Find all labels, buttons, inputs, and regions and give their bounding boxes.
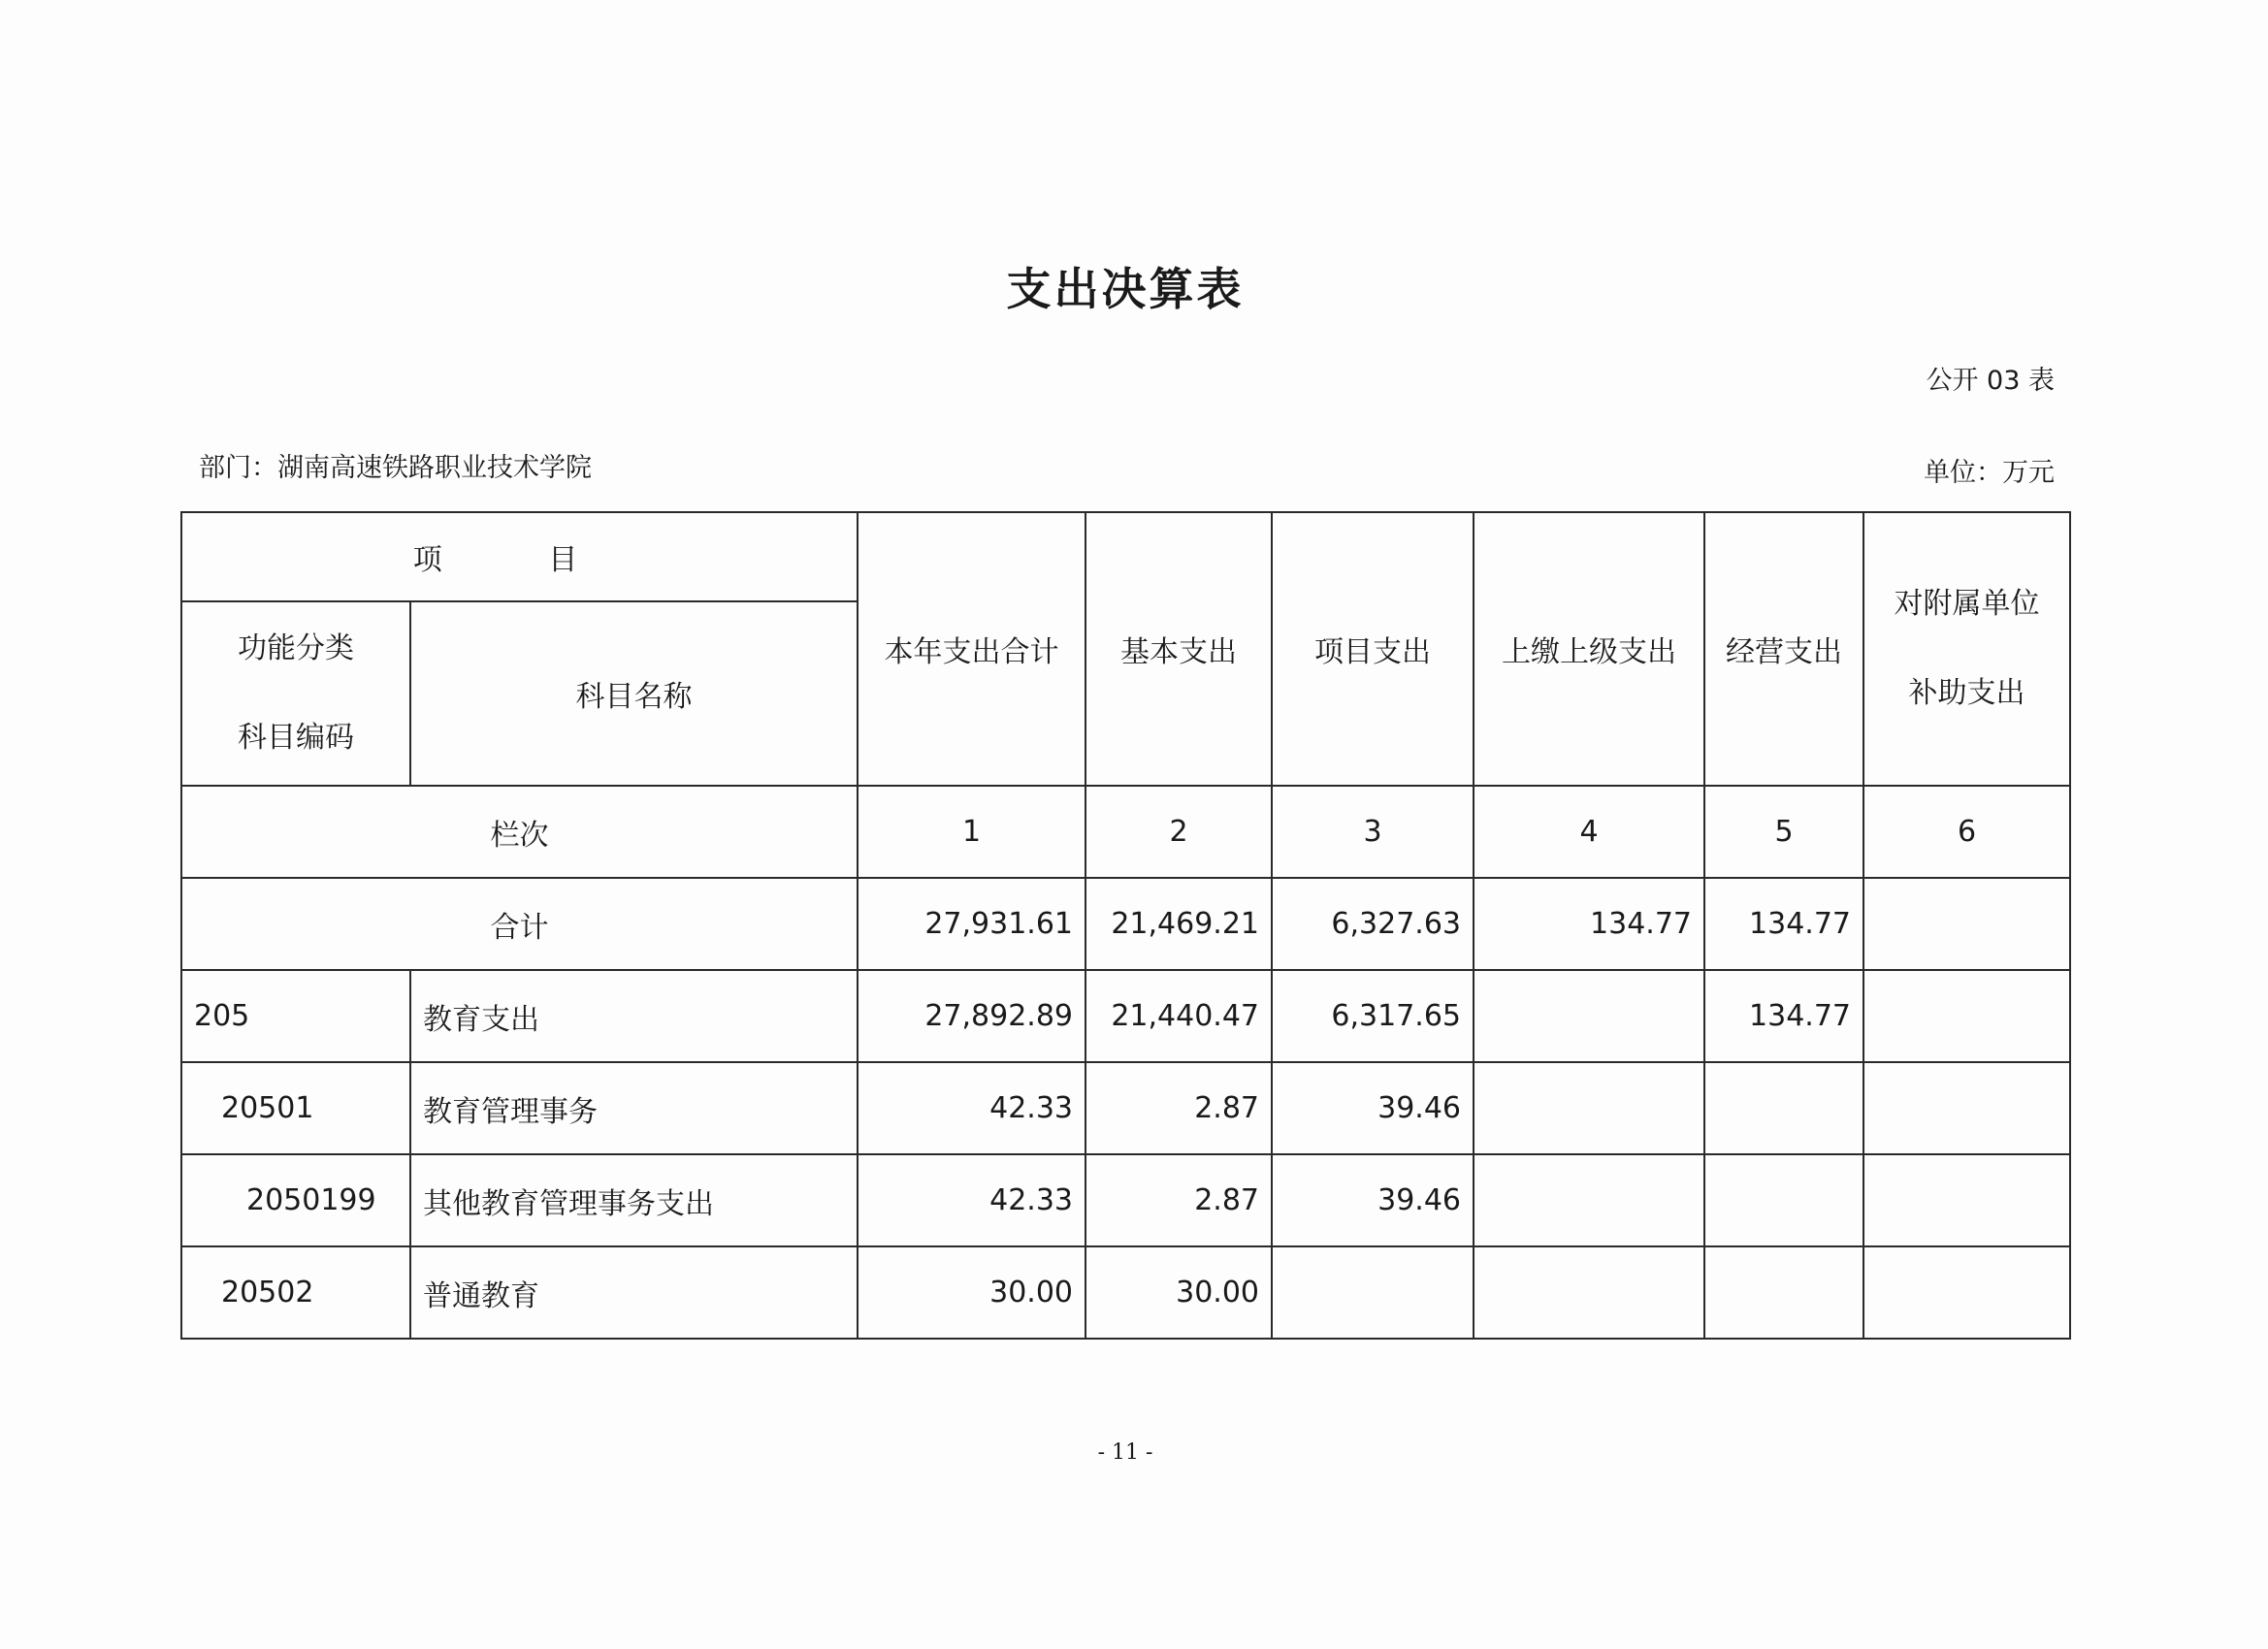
name-cell: 教育支出	[410, 970, 858, 1062]
header-col4: 上缴上级支出	[1474, 512, 1704, 786]
index-cell: 6	[1863, 786, 2070, 878]
value-cell	[1704, 1246, 1863, 1339]
index-cell: 1	[858, 786, 1085, 878]
name-cell: 其他教育管理事务支出	[410, 1154, 858, 1246]
header-name: 科目名称	[410, 601, 858, 786]
header-col6: 对附属单位 补助支出	[1863, 512, 2070, 786]
total-row	[181, 878, 2070, 970]
index-cell: 5	[1704, 786, 1863, 878]
table-row	[181, 1246, 2070, 1339]
code-cell: 2050199	[181, 1154, 410, 1246]
header-col5: 经营支出	[1704, 512, 1863, 786]
value-cell	[1863, 970, 2070, 1062]
index-cell: 4	[1474, 786, 1704, 878]
value-cell	[1863, 1246, 2070, 1339]
index-row	[181, 786, 2070, 878]
page-title: 支出决算表	[1006, 263, 1245, 315]
header-item: 项 目	[181, 512, 858, 601]
value-cell: 27,892.89	[858, 970, 1085, 1062]
value-cell: 134.77	[1474, 878, 1704, 970]
header-col1: 本年支出合计	[858, 512, 1085, 786]
value-cell	[1474, 1246, 1704, 1339]
index-label: 栏次	[181, 786, 858, 878]
total-label: 合计	[181, 878, 858, 970]
expenditure-table	[180, 511, 2071, 1340]
value-cell: 27,931.61	[858, 878, 1085, 970]
value-cell: 6,327.63	[1272, 878, 1474, 970]
form-number: 公开 03 表	[1926, 366, 2055, 396]
value-cell	[1272, 1246, 1474, 1339]
index-cell: 2	[1085, 786, 1272, 878]
value-cell	[1863, 1062, 2070, 1154]
name-cell: 教育管理事务	[410, 1062, 858, 1154]
value-cell: 42.33	[858, 1062, 1085, 1154]
value-cell	[1474, 970, 1704, 1062]
value-cell	[1704, 1062, 1863, 1154]
page-number: - 11 -	[1097, 1440, 1153, 1465]
header-col2: 基本支出	[1085, 512, 1272, 786]
table-row	[181, 970, 2070, 1062]
value-cell: 30.00	[1085, 1246, 1272, 1339]
value-cell	[1863, 1154, 2070, 1246]
unit-label: 单位：万元	[1924, 458, 2055, 488]
value-cell	[1474, 1154, 1704, 1246]
value-cell: 39.46	[1272, 1154, 1474, 1246]
table-row	[181, 1062, 2070, 1154]
department-label: 部门：湖南高速铁路职业技术学院	[199, 453, 592, 483]
value-cell: 39.46	[1272, 1062, 1474, 1154]
code-cell: 20502	[181, 1246, 410, 1339]
value-cell	[1474, 1062, 1704, 1154]
value-cell: 21,440.47	[1085, 970, 1272, 1062]
index-cell: 3	[1272, 786, 1474, 878]
value-cell: 134.77	[1704, 970, 1863, 1062]
value-cell: 21,469.21	[1085, 878, 1272, 970]
value-cell	[1704, 1154, 1863, 1246]
header-code: 功能分类 科目编码	[181, 601, 410, 786]
value-cell: 42.33	[858, 1154, 1085, 1246]
value-cell: 134.77	[1704, 878, 1863, 970]
table-row	[181, 1154, 2070, 1246]
value-cell: 2.87	[1085, 1154, 1272, 1246]
name-cell: 普通教育	[410, 1246, 858, 1339]
code-cell: 205	[181, 970, 410, 1062]
value-cell: 6,317.65	[1272, 970, 1474, 1062]
code-cell: 20501	[181, 1062, 410, 1154]
value-cell: 30.00	[858, 1246, 1085, 1339]
value-cell	[1863, 878, 2070, 970]
value-cell: 2.87	[1085, 1062, 1272, 1154]
header-col3: 项目支出	[1272, 512, 1474, 786]
